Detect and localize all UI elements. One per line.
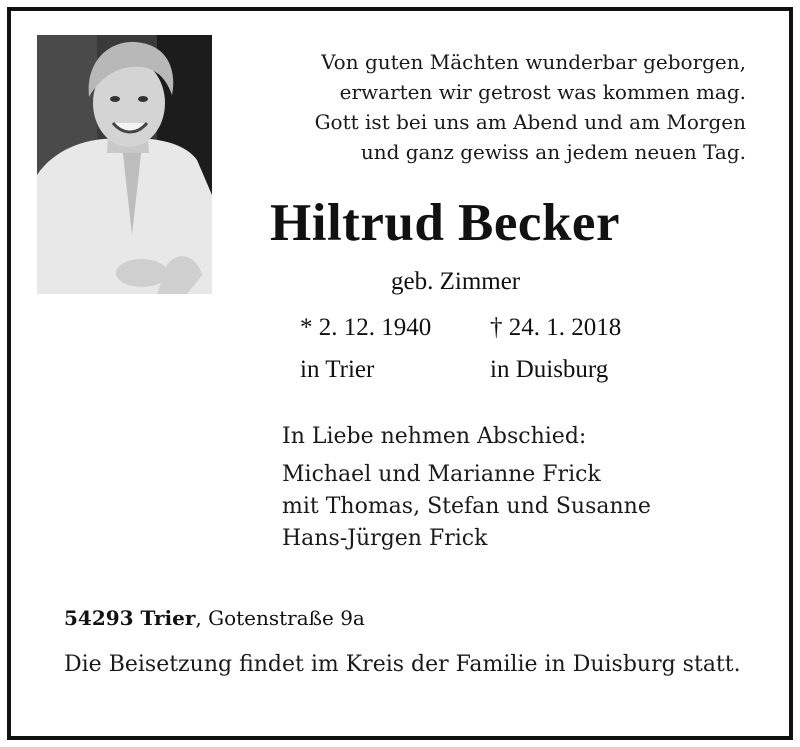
poem-line: und ganz gewiss an jedem neuen Tag. xyxy=(360,140,746,164)
death-place: in Duisburg xyxy=(490,356,609,383)
death-date: † 24. 1. 2018 xyxy=(490,314,622,341)
mourners-intro: In Liebe nehmen Abschied: xyxy=(282,424,587,449)
family-address xyxy=(64,603,365,633)
burial-notice: Die Beisetzung findet im Kreis der Familie in Duisburg statt. xyxy=(64,652,741,677)
mourner-line: Hans-Jürgen Frick xyxy=(282,526,488,551)
maiden-name: geb. Zimmer xyxy=(391,268,521,295)
obituary-card xyxy=(7,7,793,740)
address-city: 54293 Trier xyxy=(64,606,196,630)
poem-line: Von guten Mächten wunderbar geborgen, xyxy=(321,50,746,74)
mourners-block xyxy=(282,421,651,555)
deceased-name: Hiltrud Becker xyxy=(270,194,620,252)
birth-place: in Trier xyxy=(300,356,375,383)
life-dates xyxy=(300,307,621,391)
portrait-photo xyxy=(37,35,212,294)
mourner-line: mit Thomas, Stefan und Susanne xyxy=(282,494,651,519)
birth-date: * 2. 12. 1940 xyxy=(300,314,432,341)
address-street: , Gotenstraße 9a xyxy=(195,606,365,630)
poem-line: Gott ist bei uns am Abend und am Morgen xyxy=(314,110,746,134)
poem-verse xyxy=(226,47,746,167)
mourner-line: Michael und Marianne Frick xyxy=(282,462,601,487)
poem-line: erwarten wir getrost was kommen mag. xyxy=(339,80,746,104)
